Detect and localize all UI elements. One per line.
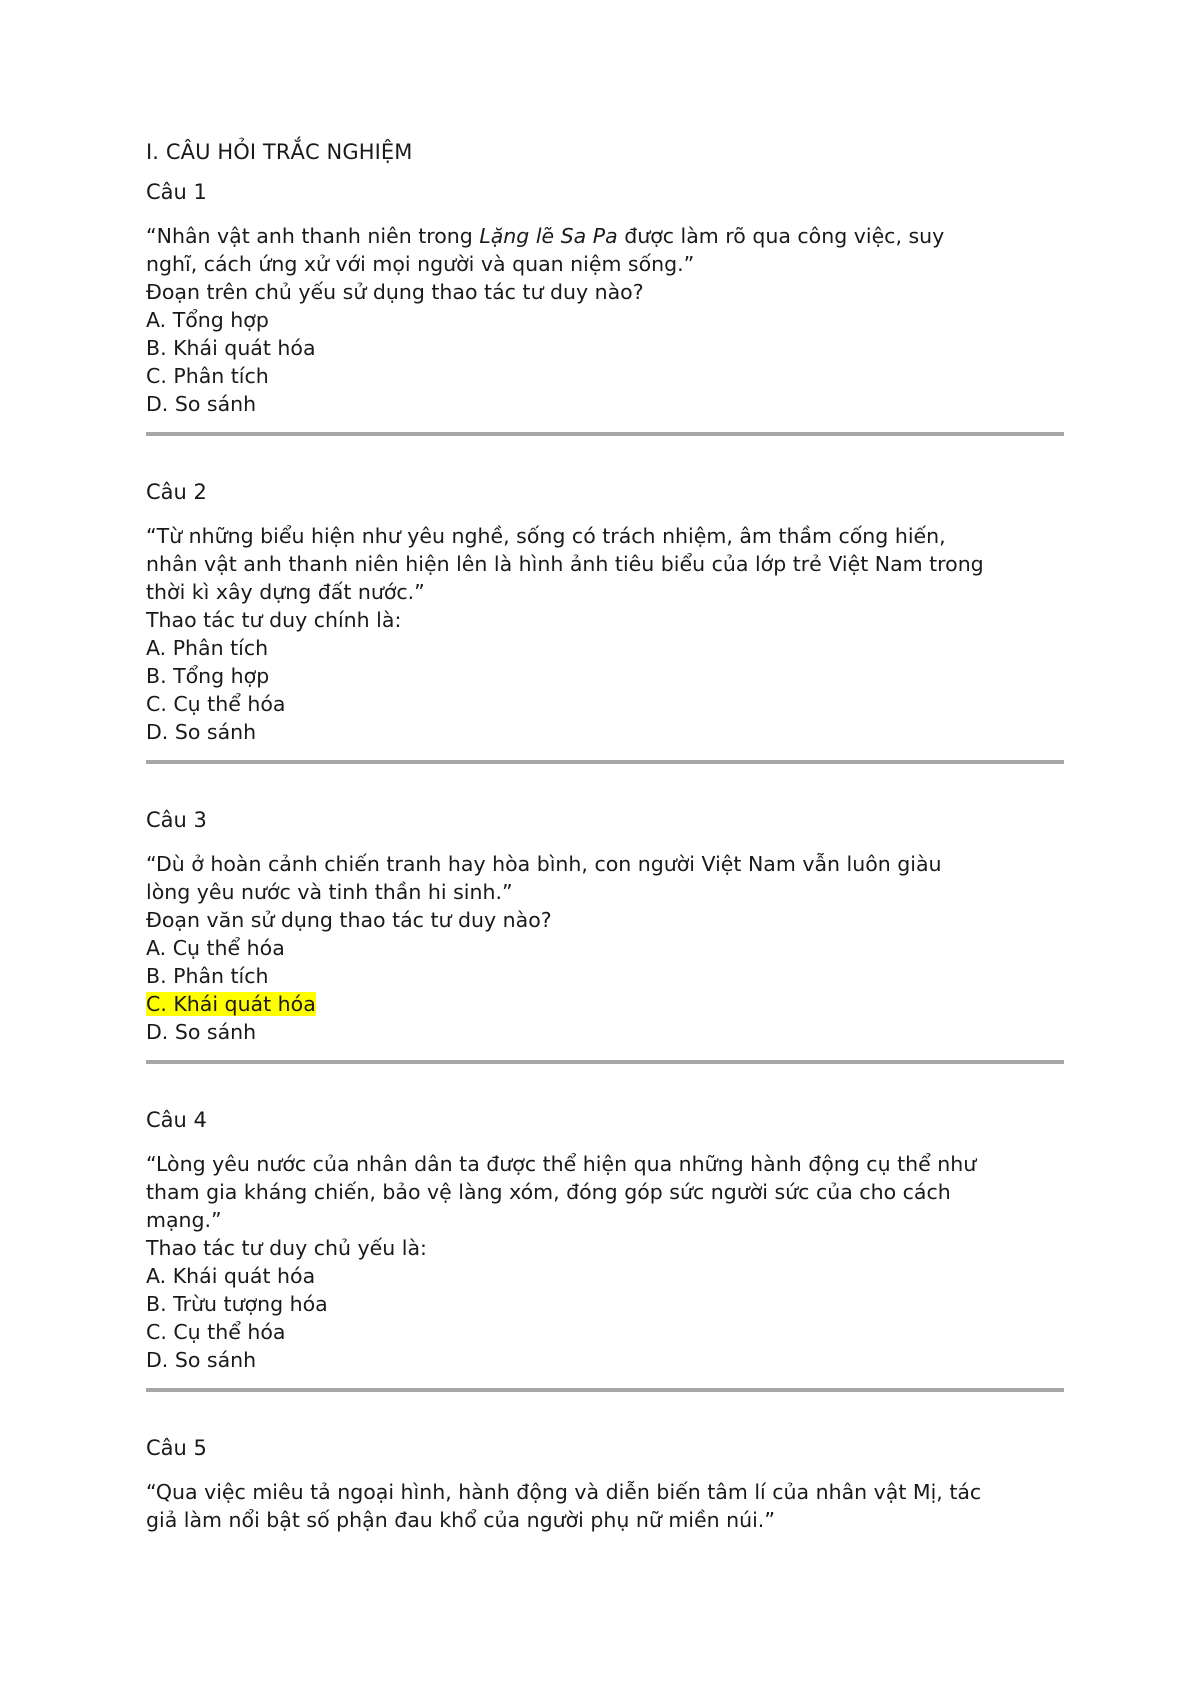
question-prompt: Thao tác tư duy chính là:: [146, 608, 402, 632]
question-title: Câu 3: [146, 808, 207, 832]
question-prompt: Thao tác tư duy chủ yếu là:: [146, 1236, 427, 1260]
question-text-line: [146, 222, 1066, 250]
option-d: D. So sánh: [146, 720, 257, 744]
option-c: C. Cụ thể hóa: [146, 1320, 286, 1344]
question-text-line: lòng yêu nước và tinh thần hi sinh.”: [146, 880, 513, 904]
quote-text: được làm rõ qua công việc, suy: [617, 224, 945, 248]
question-prompt: Đoạn trên chủ yếu sử dụng thao tác tư duy nào?: [146, 280, 644, 304]
question-title: Câu 4: [146, 1108, 207, 1132]
option-a: A. Phân tích: [146, 636, 269, 660]
option-c-highlighted: [146, 990, 1066, 1018]
question-5: [146, 1434, 1066, 1534]
question-title: Câu 2: [146, 480, 207, 504]
option-a: A. Cụ thể hóa: [146, 936, 285, 960]
question-text-line: “Dù ở hoàn cảnh chiến tranh hay hòa bình, con người Việt Nam vẫn luôn giàu: [146, 852, 942, 876]
question-1: [146, 178, 1066, 478]
question-2: [146, 478, 1066, 806]
question-prompt: Đoạn văn sử dụng thao tác tư duy nào?: [146, 908, 552, 932]
option-d: D. So sánh: [146, 392, 257, 416]
document-page: [146, 138, 1066, 1534]
option-d: D. So sánh: [146, 1020, 257, 1044]
question-text-line: nhân vật anh thanh niên hiện lên là hình ảnh tiêu biểu của lớp trẻ Việt Nam trong: [146, 552, 984, 576]
question-4: [146, 1106, 1066, 1434]
option-b: B. Phân tích: [146, 964, 269, 988]
section-title: I. CÂU HỎI TRẮC NGHIỆM: [146, 140, 413, 164]
work-title-italic: Lặng lẽ Sa Pa: [479, 224, 618, 248]
question-text-line: “Lòng yêu nước của nhân dân ta được thể hiện qua những hành động cụ thể như: [146, 1152, 977, 1176]
option-a: A. Khái quát hóa: [146, 1264, 316, 1288]
question-text-line: “Qua việc miêu tả ngoại hình, hành động và diễn biến tâm lí của nhân vật Mị, tác: [146, 1480, 982, 1504]
question-3: [146, 806, 1066, 1106]
quote-text: “Nhân vật anh thanh niên trong: [146, 224, 480, 248]
option-c: C. Cụ thể hóa: [146, 692, 286, 716]
question-title: Câu 5: [146, 1436, 207, 1460]
highlighted-answer: C. Khái quát hóa: [146, 992, 316, 1016]
question-text-line: mạng.”: [146, 1208, 222, 1232]
question-text-line: nghĩ, cách ứng xử với mọi người và quan niệm sống.”: [146, 252, 695, 276]
question-text-line: thời kì xây dựng đất nước.”: [146, 580, 425, 604]
option-a: A. Tổng hợp: [146, 308, 269, 332]
option-b: B. Trừu tượng hóa: [146, 1292, 328, 1316]
question-text-line: giả làm nổi bật số phận đau khổ của người phụ nữ miền núi.”: [146, 1508, 775, 1532]
option-d: D. So sánh: [146, 1348, 257, 1372]
option-b: B. Tổng hợp: [146, 664, 270, 688]
question-text-line: “Từ những biểu hiện như yêu nghề, sống có trách nhiệm, âm thầm cống hiến,: [146, 524, 946, 548]
option-c: C. Phân tích: [146, 364, 269, 388]
question-text-line: tham gia kháng chiến, bảo vệ làng xóm, đóng góp sức người sức của cho cách: [146, 1180, 951, 1204]
option-b: B. Khái quát hóa: [146, 336, 316, 360]
question-title: Câu 1: [146, 180, 207, 204]
